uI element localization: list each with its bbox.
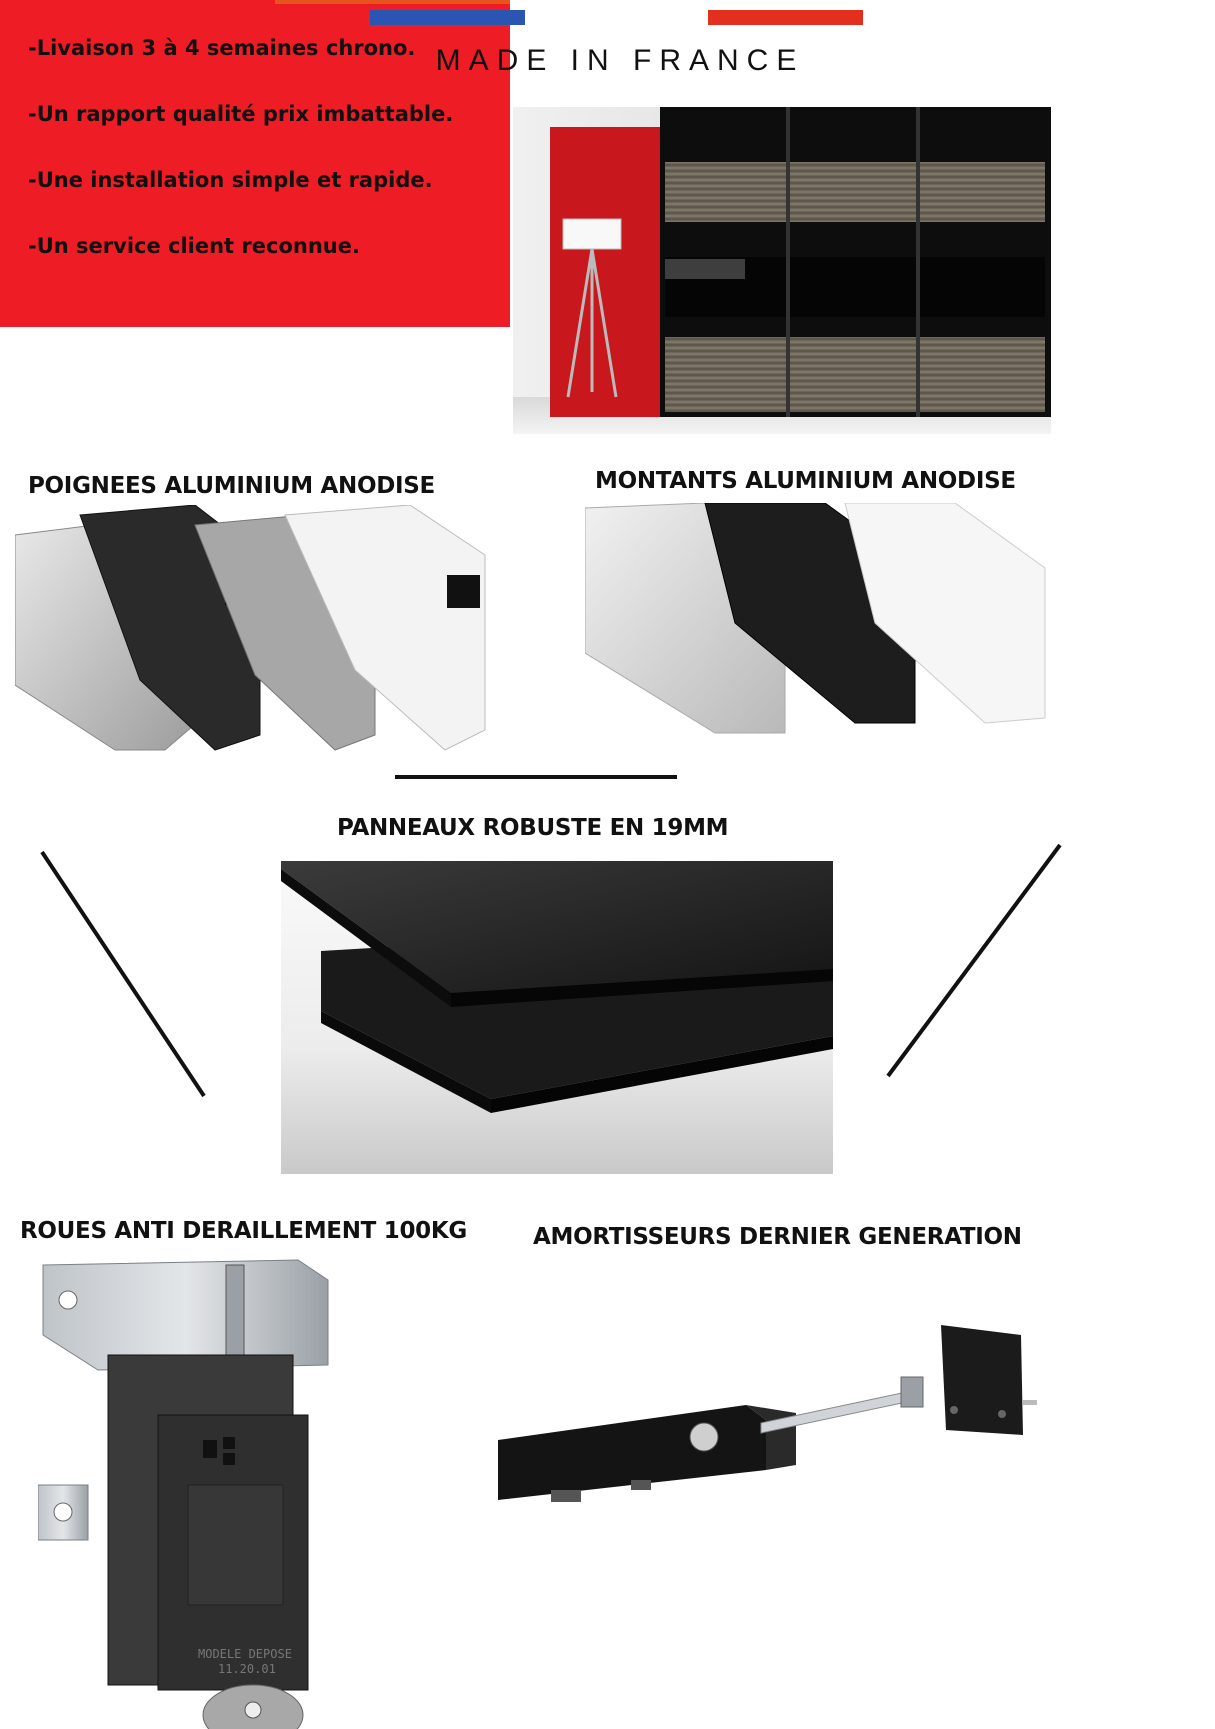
handles-profiles-image: [15, 505, 495, 755]
promo-line-service: -Un service client reconnue.: [28, 234, 360, 258]
panels-heading: PANNEAUX ROBUSTE EN 19MM: [337, 815, 729, 841]
wheels-heading: ROUES ANTI DERAILLEMENT 100KG: [20, 1218, 467, 1244]
handles-heading: POIGNEES ALUMINIUM ANODISE: [28, 473, 435, 499]
made-in-france-label: MADE IN FRANCE: [435, 44, 805, 77]
section-divider: [395, 775, 677, 779]
promo-line-value: -Un rapport qualité prix imbattable.: [28, 102, 454, 126]
wheel-engraving-line2: 11.20.01: [218, 1662, 276, 1676]
uprights-heading: MONTANTS ALUMINIUM ANODISE: [595, 468, 1016, 494]
wheel-engraving-line1: MODELE DEPOSE: [198, 1647, 292, 1661]
damper-image: [496, 1315, 1046, 1530]
wheel-roller-image: [38, 1255, 358, 1729]
panels-image: [281, 861, 833, 1174]
promo-line-install: -Une installation simple et rapide.: [28, 168, 433, 192]
uprights-profiles-image: [585, 503, 1055, 741]
wardrobe-photo: [513, 107, 1051, 434]
dampers-heading: AMORTISSEURS DERNIER GENERATION: [533, 1224, 1022, 1250]
flag-blue-bar: [370, 10, 525, 25]
flag-red-bar: [708, 10, 863, 25]
promo-accent-strip: [275, 0, 510, 4]
promo-line-delivery: -Livaison 3 à 4 semaines chrono.: [28, 36, 416, 60]
